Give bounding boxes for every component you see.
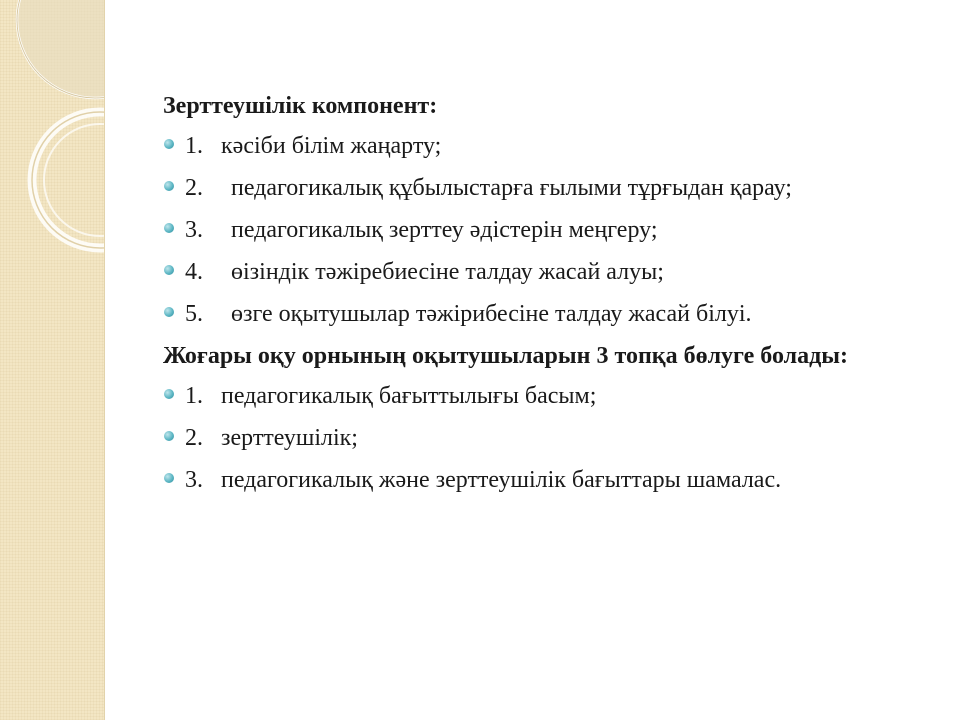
section-heading-research-component: Зерттеушілік компонент: bbox=[163, 93, 438, 119]
list-item bbox=[163, 170, 923, 206]
item-number: 2. bbox=[185, 175, 203, 201]
item-number: 3. bbox=[185, 217, 203, 243]
list-item bbox=[163, 462, 923, 498]
item-number: 5. bbox=[185, 301, 203, 327]
item-text: педагогикалық құбылыстарға ғылыми тұрғыдан қарау; bbox=[231, 175, 792, 201]
item-number: 1. bbox=[185, 133, 203, 159]
bullet-icon bbox=[164, 431, 174, 441]
bullet-icon bbox=[164, 389, 174, 399]
decorative-side-panel bbox=[0, 0, 105, 720]
slide-content bbox=[163, 88, 923, 504]
item-text: кәсіби білім жаңарту; bbox=[221, 133, 442, 159]
list-item bbox=[163, 128, 923, 164]
item-number: 1. bbox=[185, 383, 203, 409]
list-item bbox=[163, 212, 923, 248]
bullet-icon bbox=[164, 473, 174, 483]
list-item bbox=[163, 420, 923, 456]
section-heading-teacher-groups: Жоғары оқу орнының оқытушыларын 3 топқа бөлуге болады: bbox=[163, 343, 848, 369]
item-text: педагогикалық және зерттеушілік бағыттары шамалас. bbox=[221, 467, 782, 493]
item-number: 4. bbox=[185, 259, 203, 285]
item-text: педагогикалық бағыттылығы басым; bbox=[221, 383, 597, 409]
bullet-icon bbox=[164, 307, 174, 317]
list-item bbox=[163, 296, 923, 332]
list-item bbox=[163, 378, 923, 414]
item-number: 3. bbox=[185, 467, 203, 493]
item-text: өзге оқытушылар тәжірибесіне талдау жасай білуі. bbox=[231, 301, 752, 327]
decorative-circles-graphic bbox=[0, 0, 104, 720]
item-text: педагогикалық зерттеу әдістерін меңгеру; bbox=[231, 217, 658, 243]
item-text: өізіндік тәжіребиесіне талдау жасай алуы; bbox=[231, 259, 664, 285]
bullet-icon bbox=[164, 223, 174, 233]
list-item bbox=[163, 254, 923, 290]
item-number: 2. bbox=[185, 425, 203, 451]
bullet-icon bbox=[164, 265, 174, 275]
item-text: зерттеушілік; bbox=[221, 425, 358, 451]
bullet-icon bbox=[164, 181, 174, 191]
bullet-icon bbox=[164, 139, 174, 149]
